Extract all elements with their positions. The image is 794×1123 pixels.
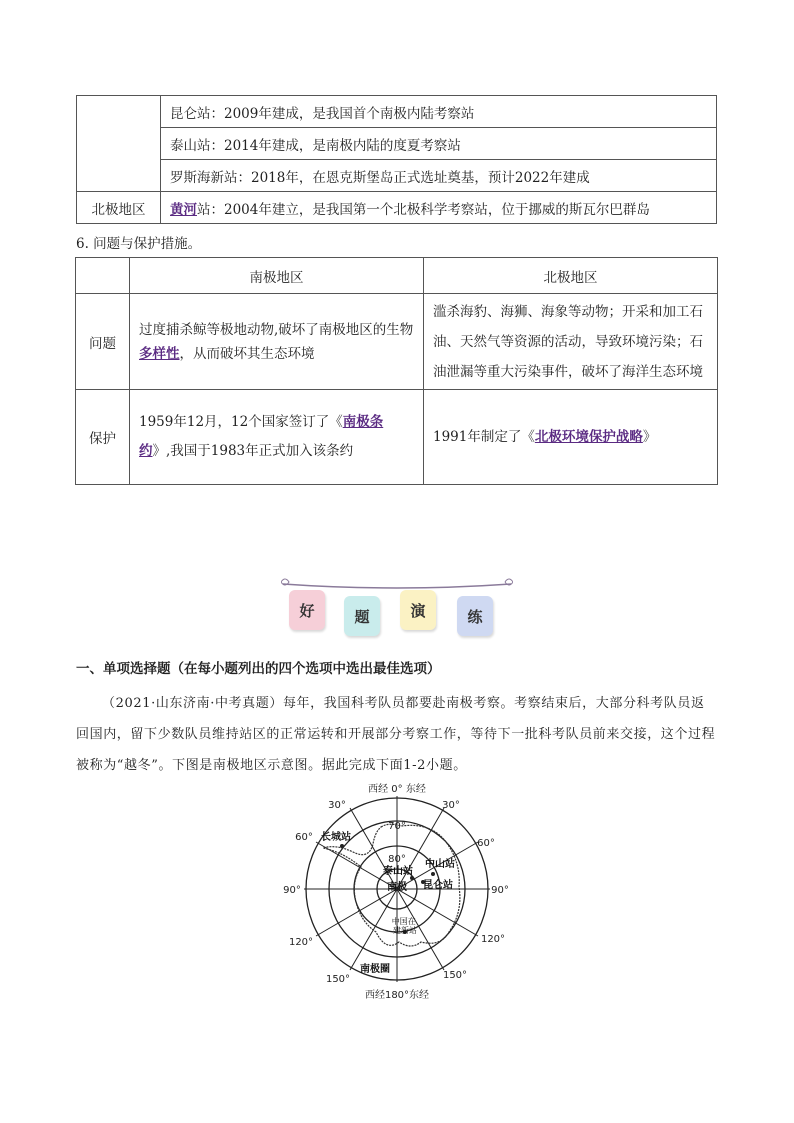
lat-label: 70° <box>388 821 406 832</box>
highlight-term[interactable]: 多样性 <box>139 345 180 362</box>
deg-label: 90° <box>283 885 301 896</box>
cell-text: 》 <box>642 429 657 445</box>
station-text: 站：2004年建立，是我国第一个北极科学考察站，位于挪威的斯瓦尔巴群岛 <box>197 201 650 218</box>
practice-banner <box>281 576 513 642</box>
north-cell <box>424 390 718 485</box>
south-cell <box>130 390 424 485</box>
banner-char: 演 <box>410 601 426 620</box>
station-cell: 昆仑站：2009年建成，是我国首个南极内陆考察站 <box>161 96 717 128</box>
highlight-term[interactable]: 北极环境保护战略 <box>534 429 643 445</box>
highlight-term[interactable]: 黄河 <box>170 201 197 218</box>
deg-label: 120° <box>288 937 314 948</box>
great-wall-dot <box>340 844 344 848</box>
cell-text: ，从而破坏其生态环境 <box>179 345 315 362</box>
stations-table <box>76 95 717 224</box>
category-cell <box>77 96 161 192</box>
question-section-title: 一、单项选择题（在每小题列出的四个选项中选出最佳选项） <box>76 661 441 677</box>
deg-label: 90° <box>491 885 509 896</box>
banner-char: 题 <box>354 607 370 626</box>
category-cell: 保护 <box>76 390 130 485</box>
zhongshan-label: 中山站 <box>425 859 455 870</box>
cell-text: 1959年12月，12个国家签订了《 <box>139 414 343 430</box>
banner-card <box>400 590 436 630</box>
lat-label: 80° <box>388 854 406 865</box>
south-cell <box>130 294 424 390</box>
map-top-label: 西经 0° 东经 <box>368 784 426 795</box>
kunlun-label: 昆仑站 <box>423 880 453 891</box>
south-pole-label: 南极 <box>387 882 407 893</box>
question-source: （2021·山东济南·中考真题） <box>102 696 283 711</box>
station-cell <box>161 192 717 224</box>
header-cell: 南极地区 <box>130 258 424 294</box>
table-row <box>76 294 718 390</box>
station-cell: 泰山站：2014年建成，是南极内陆的度夏考察站 <box>161 128 717 160</box>
deg-label: 30° <box>442 800 460 811</box>
table-row <box>77 96 717 128</box>
zhongshan-dot <box>431 872 435 876</box>
deg-label: 150° <box>325 974 351 985</box>
section-heading: 6. 问题与保护措施。 <box>76 236 202 252</box>
question-text: 每年，我国科考队员都要赴南极考察。考察结束后，大部分科考队员返回国内，留下少数队员维持站区的正常运转和开展部分考察工作，等待下一批科考队员前来交接，这个过程被称为“越冬”。下图是南极地区示意图。据此完成下面1-2小题。 <box>76 696 716 773</box>
table-header-row <box>76 258 718 294</box>
deg-label: 150° <box>442 970 468 981</box>
map-bottom-label: 西经180°东经 <box>364 990 430 1000</box>
great-wall-label: 长城站 <box>321 832 351 843</box>
banner-char: 好 <box>299 601 315 620</box>
table-row <box>77 160 717 192</box>
banner-card <box>457 596 493 636</box>
table-row <box>77 128 717 160</box>
cell-text: 》,我国于1983年正式加入该条约 <box>152 443 354 459</box>
deg-label: 60° <box>477 838 495 849</box>
table-row <box>76 390 718 485</box>
question-body <box>76 688 718 781</box>
deg-label: 120° <box>480 934 506 945</box>
banner-card <box>344 596 380 636</box>
category-cell: 问题 <box>76 294 130 390</box>
north-cell: 滥杀海豹、海狮、海象等动物；开采和加工石油、天然气等资源的活动，导致环境污染；石油泄漏等重大污染事件，破坏了海洋生态环境 <box>424 294 718 390</box>
category-cell: 北极地区 <box>77 192 161 224</box>
taishan-label: 泰山站 <box>383 866 413 877</box>
table-row <box>77 192 717 224</box>
header-cell: 北极地区 <box>424 258 718 294</box>
measures-table <box>75 257 718 485</box>
highlight-term[interactable]: 南极条约 <box>139 414 384 459</box>
banner-card <box>289 590 325 630</box>
deg-label: 60° <box>295 832 313 843</box>
banner-char: 练 <box>467 607 483 626</box>
antarctica-map <box>281 782 513 1000</box>
antarctic-circle-label: 南极圈 <box>360 964 390 975</box>
header-cell <box>76 258 130 294</box>
cell-text: 过度捕杀鲸等极地动物,破坏了南极地区的生物 <box>139 321 414 338</box>
new-station-label: 中国在 建新站 <box>391 917 417 935</box>
cell-text: 1991年制定了《 <box>433 429 535 445</box>
deg-label: 30° <box>328 800 346 811</box>
station-cell: 罗斯海新站：2018年，在恩克斯堡岛正式选址奠基，预计2022年建成 <box>161 160 717 192</box>
